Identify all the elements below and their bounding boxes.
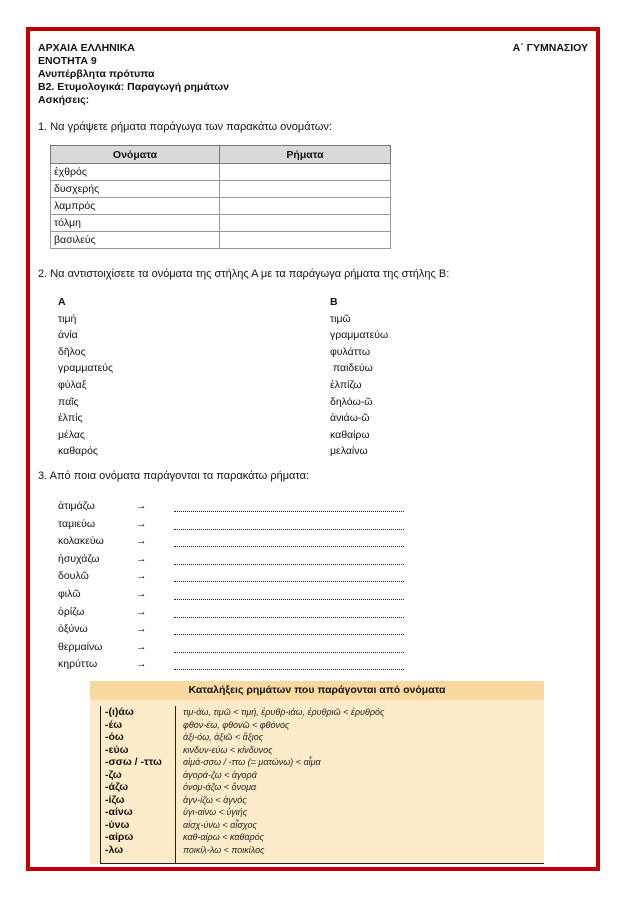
table-row <box>101 706 541 719</box>
example: καθ-αίρω < καθαρός <box>183 832 265 842</box>
list-item: ἐλπίζω <box>330 378 362 391</box>
noun-cell: τόλμη <box>51 215 220 232</box>
example: ποικίλ-λω < ποικίλος <box>183 844 265 855</box>
table-row <box>51 164 391 181</box>
example: αἱμά-σσω / -ττω (= ματώνω) < αἷμα <box>183 757 321 767</box>
suffix: -ζω <box>105 768 122 781</box>
column-b-label: Β <box>330 296 338 308</box>
table-row <box>101 806 541 819</box>
unit-label: ΕΝΟΤΗΤΑ 9 <box>38 55 97 67</box>
list-item: παῖς <box>58 395 79 408</box>
table-row <box>101 831 541 844</box>
list-item: ἐλπίς <box>58 412 83 425</box>
suffix: -σσω / -ττω <box>105 756 162 768</box>
table-row <box>101 844 541 857</box>
question-3-prompt: 3. Από ποια ονόματα παράγονται τα παρακάτω ρήματα: <box>38 470 309 482</box>
suffix: -λω <box>105 843 124 856</box>
verb-label: ὁρίζω <box>58 605 85 618</box>
example: ἁγν-ίζω < ἁγνός <box>183 794 247 805</box>
verb-label: ἡσυχάζω <box>58 552 100 565</box>
nouns-verbs-table <box>50 145 391 249</box>
verb-answer-cell[interactable] <box>220 215 391 232</box>
table-row <box>101 781 541 794</box>
answer-line[interactable] <box>174 553 404 565</box>
list-item: γραμματεύω <box>330 329 389 342</box>
verb-answer-cell[interactable] <box>220 164 391 181</box>
answer-line[interactable] <box>174 623 404 635</box>
list-item: τιμή <box>58 312 77 325</box>
table-row <box>101 719 541 732</box>
question-2-prompt: 2. Να αντιστοιχίσετε τα ονόματα της στήλης Α με τα παράγωγα ρήματα της στήλης Β: <box>38 268 450 280</box>
verb-answer-cell[interactable] <box>220 181 391 198</box>
suffix: -έω <box>105 718 123 731</box>
list-item: παιδεύω <box>330 362 373 375</box>
suffix: -εύω <box>105 743 129 756</box>
noun-cell: βασιλεύς <box>51 232 220 249</box>
arrow-icon: → <box>136 605 147 618</box>
column-a <box>58 294 113 460</box>
answer-line[interactable] <box>174 535 404 547</box>
arrow-icon: → <box>136 623 147 636</box>
example: κινδυν-εύω < κίνδυνος <box>183 744 273 755</box>
arrow-icon: → <box>136 517 147 530</box>
suffix: -(ι)άω <box>105 706 134 718</box>
list-item: δηλόω-ῶ <box>330 395 373 408</box>
suffix: -ίζω <box>105 793 125 806</box>
answer-line[interactable] <box>174 606 404 618</box>
table-row <box>51 181 391 198</box>
table-row <box>101 744 541 757</box>
example: ὀνομ-άζω < ὄνομα <box>183 782 257 792</box>
column-a-label: Α <box>58 296 66 308</box>
answer-line[interactable] <box>174 588 404 600</box>
verb-label: θερμαίνω <box>58 640 103 653</box>
header-nouns: Ονόματα <box>51 146 220 164</box>
class-label: Α΄ ΓΥΜΝΑΣΙΟΥ <box>512 42 588 54</box>
answer-line[interactable] <box>174 570 404 582</box>
list-item: δῆλος <box>58 345 86 358</box>
suffix: -αίρω <box>105 831 134 843</box>
arrow-icon: → <box>136 640 147 653</box>
noun-cell: ἐχθρός <box>51 164 220 181</box>
noun-cell: δυσχερής <box>51 181 220 198</box>
topic-label: Ανυπέρβλητα πρότυπα <box>38 68 155 80</box>
verb-label: κολακεύω <box>58 535 104 548</box>
verb-answer-cell[interactable] <box>220 232 391 249</box>
suffix: -ύνω <box>105 818 130 831</box>
endings-title: Καταλήξεις ρημάτων που παράγονται από ονόματα <box>90 681 544 700</box>
table-row <box>51 215 391 232</box>
table-row <box>101 794 541 807</box>
answer-line[interactable] <box>174 658 404 670</box>
exercises-label: Ασκήσεις: <box>38 94 90 106</box>
list-item: μέλας <box>58 428 85 441</box>
list-item: φυλάττω <box>330 345 371 358</box>
header-verbs: Ρήματα <box>220 146 391 164</box>
arrow-icon: → <box>136 587 147 600</box>
endings-table <box>100 706 544 864</box>
answer-line[interactable] <box>174 518 404 530</box>
table-row <box>101 769 541 782</box>
example: ἀγορά-ζω < ἀγορά <box>183 769 257 780</box>
arrow-icon: → <box>136 658 147 671</box>
verb-label: ἀτιμάζω <box>58 500 95 512</box>
example: φθον-έω, φθονῶ < φθόνος <box>183 719 290 730</box>
list-item: ἀνιάω-ῶ <box>330 412 370 425</box>
table-row <box>51 232 391 249</box>
table-row <box>101 819 541 832</box>
list-item: καθαρός <box>58 445 98 458</box>
suffix: -άζω <box>105 781 129 793</box>
arrow-icon: → <box>136 500 147 512</box>
answer-line[interactable] <box>174 641 404 653</box>
example: ἀξι-όω, ἀξιῶ < ἄξιος <box>183 732 264 742</box>
list-item: μελαίνω <box>330 445 368 458</box>
suffix: -όω <box>105 731 124 743</box>
question-1-prompt: 1. Να γράψετε ρήματα παράγωγα των παρακάτω ονομάτων: <box>38 121 332 133</box>
list-item: ἀνία <box>58 329 78 342</box>
suffix: -αίνω <box>105 806 133 818</box>
arrow-icon: → <box>136 570 147 583</box>
example: αἰσχ-ύνω < αἶσχος <box>183 819 257 830</box>
list-item: φύλαξ <box>58 378 87 391</box>
verb-label: ταμιεύω <box>58 517 96 530</box>
arrow-icon: → <box>136 552 147 565</box>
noun-cell: λαμπρός <box>51 198 220 215</box>
section-label: Β2. Ετυμολογικά: Παραγωγή ρημάτων <box>38 81 229 93</box>
example: τιμ-άω, τιμῶ < τιμή, ἐρυθρ-ιάω, ἐρυθριῶ < ἐρυθρός <box>183 707 385 717</box>
verb-label: φιλῶ <box>58 587 81 600</box>
verb-answer-cell[interactable] <box>220 198 391 215</box>
table-row <box>101 756 541 769</box>
endings-box <box>90 681 544 864</box>
column-b <box>330 294 388 460</box>
answer-line[interactable] <box>174 500 404 512</box>
table-row <box>101 731 541 744</box>
verb-label: δουλῶ <box>58 570 89 583</box>
subject-title: ΑΡΧΑΙΑ ΕΛΛΗΝΙΚΑ <box>38 42 135 54</box>
table-row <box>51 198 391 215</box>
verb-label: ὀξύνω <box>58 623 88 636</box>
arrow-icon: → <box>136 535 147 548</box>
list-item: γραμματεύς <box>58 362 114 375</box>
list-item: τιμῶ <box>330 312 351 325</box>
list-item: καθαίρω <box>330 428 370 441</box>
verb-label: κηρύττω <box>58 658 98 671</box>
example: ὑγι-αίνω < ὑγιής <box>183 807 248 817</box>
